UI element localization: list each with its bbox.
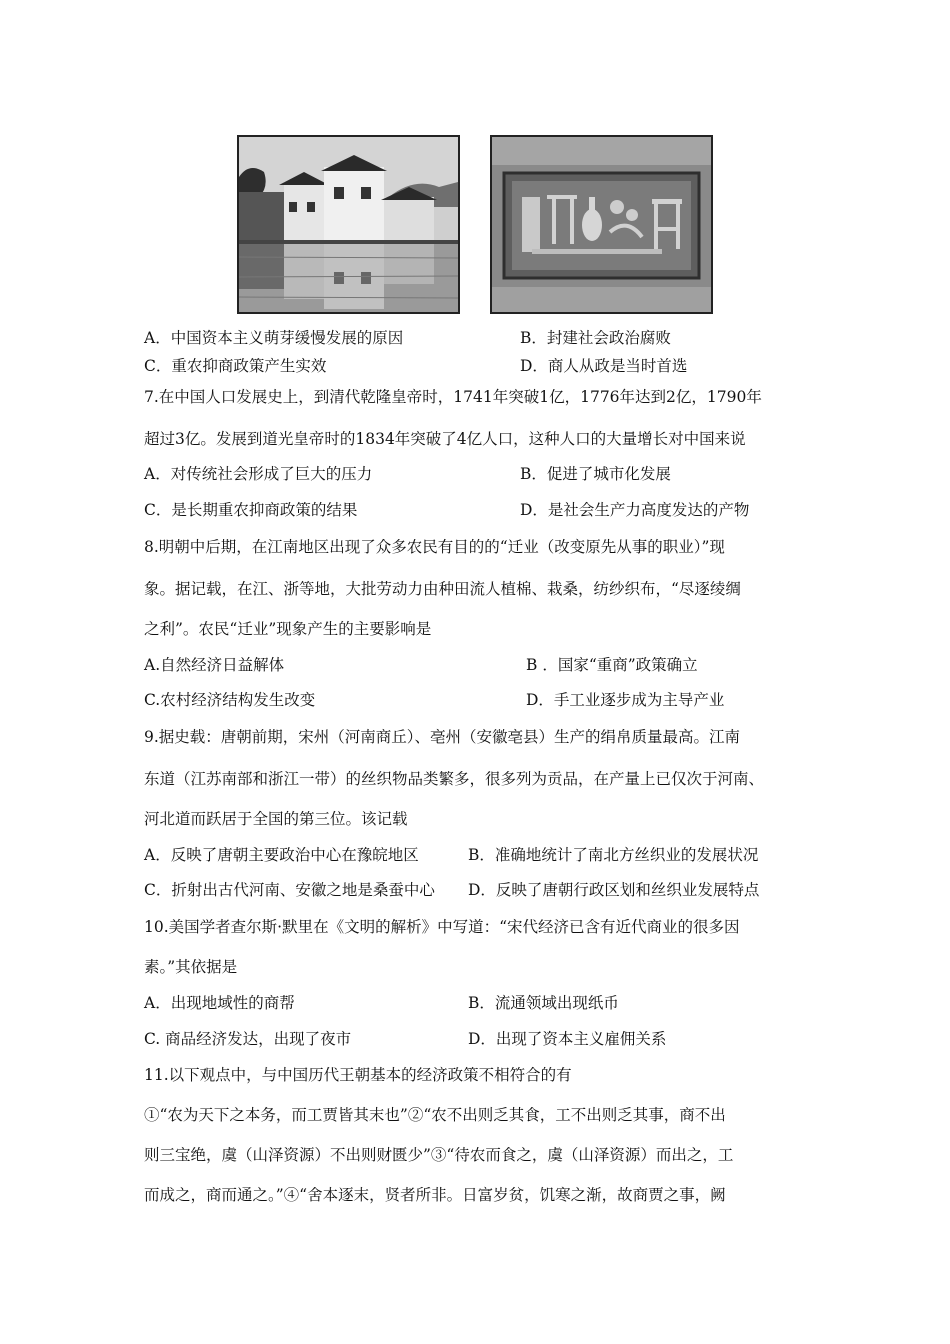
- q9-option-a: A．反映了唐朝主要政治中心在豫皖地区: [144, 846, 419, 864]
- q10-option-a: A．出现地域性的商帮: [144, 994, 295, 1012]
- q7-option-d: D．是社会生产力高度发达的产物: [520, 501, 750, 519]
- q7-stem-line-1: 7.在中国人口发展史上，到清代乾隆皇帝时，1741年突破1亿，1776年达到2亿，1790年: [144, 388, 762, 406]
- q7-option-c: C．是长期重农抑商政策的结果: [144, 501, 358, 519]
- q11-stem-line-2: ①“农为天下之本务，而工贾皆其末也”②“农不出则乏其食，工不出则乏其事，商不出: [144, 1106, 726, 1124]
- village-pond-illustration: [239, 137, 458, 312]
- q8-option-d: D．手工业逐步成为主导产业: [526, 691, 725, 709]
- q7-option-a: A．对传统社会形成了巨大的压力: [144, 465, 373, 483]
- q10-option-b: B．流通领域出现纸币: [468, 994, 619, 1012]
- q9-option-c: C．折射出古代河南、安徽之地是桑蚕中心: [144, 881, 435, 899]
- q11-stem-line-1: 11.以下观点中，与中国历代王朝基本的经济政策不相符合的有: [144, 1066, 572, 1084]
- q7-stem-line-2: 超过3亿。发展到道光皇帝时的1834年突破了4亿人口，这种人口的大量增长对中国来说: [144, 430, 746, 448]
- q10-stem-line-2: 素。”其依据是: [144, 958, 238, 976]
- q9-stem-line-1: 9.据史载：唐朝前期，宋州（河南商丘）、亳州（安徽亳县）生产的绢帛质量最高。江南: [144, 728, 741, 746]
- village-pond-photo: [237, 135, 460, 314]
- q8-stem-line-1: 8.明朝中后期，在江南地区出现了众多农民有目的的“迁业（改变原先从事的职业）”现: [144, 538, 725, 556]
- q9-option-d: D．反映了唐朝行政区划和丝织业发展特点: [468, 881, 760, 899]
- carved-relief-photo: [490, 135, 713, 314]
- q8-option-b: B ．国家“重商”政策确立: [526, 656, 698, 674]
- q11-stem-line-3: 则三宝绝，虞（山泽资源）不出则财匮少”③“待农而食之，虞（山泽资源）而出之，工: [144, 1146, 734, 1164]
- q7-option-b: B．促进了城市化发展: [520, 465, 671, 483]
- q9-stem-line-2: 东道（江苏南部和浙江一带）的丝织物品类繁多，很多列为贡品，在产量上已仅次于河南、: [144, 770, 765, 788]
- q9-option-b: B．准确地统计了南北方丝织业的发展状况: [468, 846, 759, 864]
- q11-stem-line-4: 而成之，商而通之。”④“舍本逐末，贤者所非。日富岁贫，饥寒之渐，故商贾之事，阙: [144, 1186, 726, 1204]
- q10-option-c: C. 商品经济发达，出现了夜市: [144, 1030, 352, 1048]
- q8-stem-line-3: 之利”。农民“迁业”现象产生的主要影响是: [144, 620, 432, 638]
- q10-option-d: D．出现了资本主义雇佣关系: [468, 1030, 667, 1048]
- q10-stem-line-1: 10.美国学者查尔斯·默里在《文明的解析》中写道：“宋代经济已含有近代商业的很多因: [144, 918, 740, 936]
- q8-option-c: C.农村经济结构发生改变: [144, 691, 316, 709]
- q6-option-d: D．商人从政是当时首选: [520, 357, 688, 375]
- q8-option-a: A.自然经济日益解体: [144, 656, 285, 674]
- q6-option-a: A．中国资本主义萌芽缓慢发展的原因: [144, 329, 404, 347]
- q9-stem-line-3: 河北道而跃居于全国的第三位。该记载: [144, 810, 408, 828]
- q6-option-c: C．重农抑商政策产生实效: [144, 357, 327, 375]
- q6-option-b: B．封建社会政治腐败: [520, 329, 671, 347]
- q8-stem-line-2: 象。据记载，在江、浙等地，大批劳动力由种田流人植棉、栽桑，纺纱织布，“尽逐绫绸: [144, 580, 741, 598]
- carved-relief-illustration: [492, 137, 711, 312]
